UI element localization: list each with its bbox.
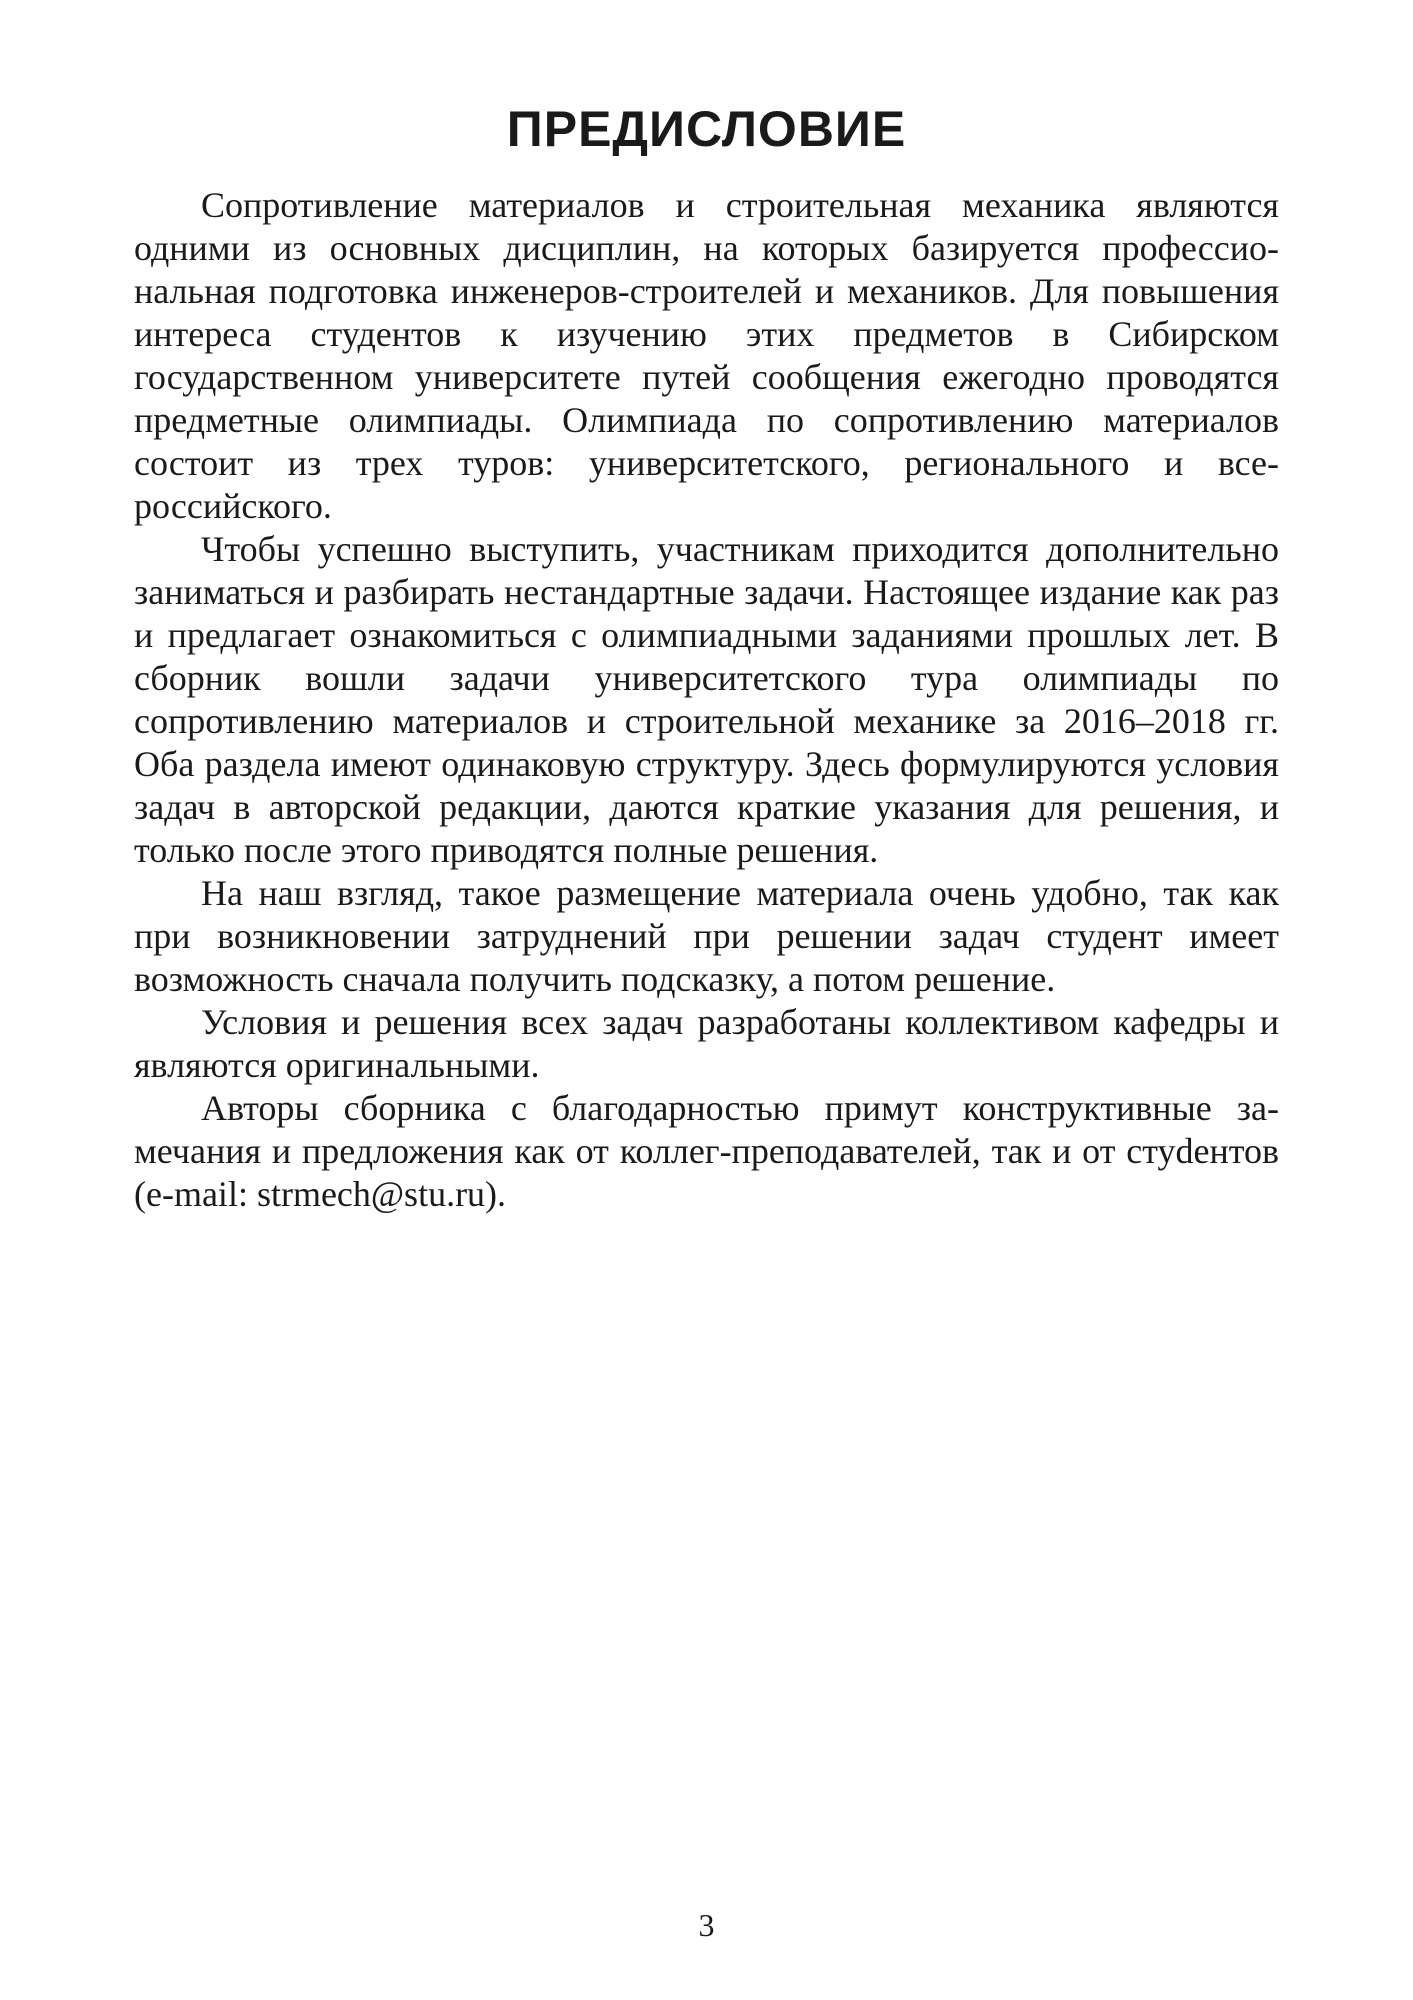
paragraph-intro: Сопротивление материалов и строительная механика являются одними из основных дисциплин, на которых базируется профессиональная подготовка инженеров-строителей и механиков. Для повышения интереса студентов к изучению этих предметов в Сибирском государственном университете путей сообщения ежегодно проводятся предметные олимпиады. Олимпиада по сопротивлению материалов состоит из трех туров: университетского, регионального и всероссийского. [134,185,1279,526]
preface-body [134,184,1279,1216]
paragraph-layout: На наш взгляд, такое размещение материала очень удобно, так как при возникновении затруднений при решении задач студент имеет возможность сначала получить подсказку, а потом решение. [134,873,1279,999]
paragraph-originality: Условия и решения всех задач разработаны коллективом кафедры и являются оригинальными. [134,1002,1279,1085]
page-number: 3 [698,1907,715,1943]
paragraph-purpose: Чтобы успешно выступить, участникам приходится дополнительно заниматься и разбирать нестандартные задачи. Настоящее издание как раз и предлагает ознакомиться с олимпиадными заданиями прошлых лет. В сборник вошли задачи университетского тура олимпиады по сопротивлению материалов и строительной механике за 2016–2018 гг. Оба раздела имеют одинаковую структуру. Здесь формулируются условия задач в авторской редакции, даются краткие указания для решения, и только после этого приводятся полные решения. [134,529,1279,870]
page-title: ПРЕДИСЛОВИЕ [506,101,907,157]
paragraph-feedback: Авторы сборника с благодарностью примут конструктивные замечания и предложения как от коллег-преподавателей, так и от стуdентов (e-mail: strmech@stu.ru). [134,1088,1279,1214]
